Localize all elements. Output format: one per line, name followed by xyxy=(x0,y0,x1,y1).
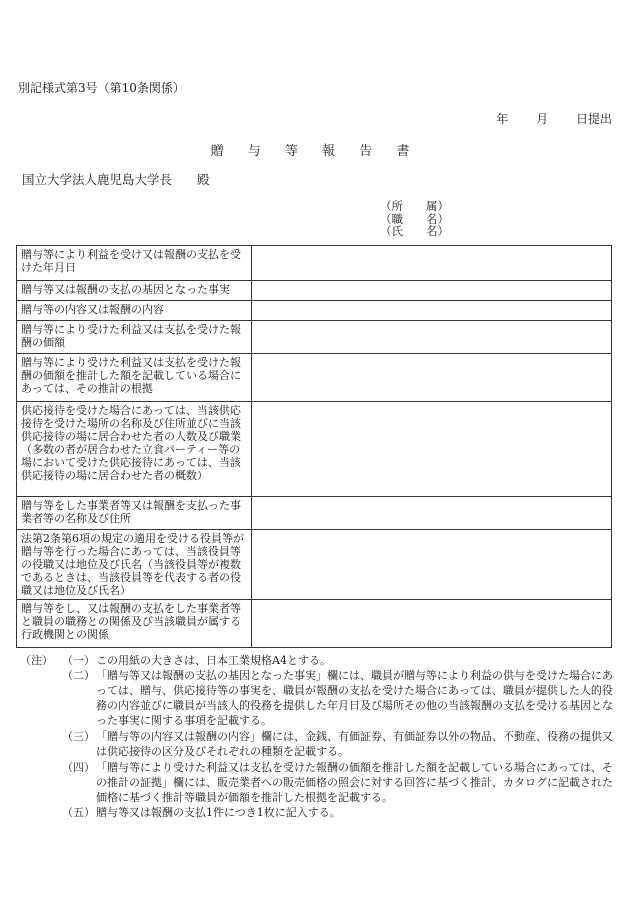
row-label-officer: 法第2条第6項の規定の適用を受ける役員等が贈与等を行った場合にあっては、当該役員等の役職又は地位及び氏名（当該役員等が複数であるときは、当該役員等を代表する者の役職又は地位及び氏名） xyxy=(17,530,252,600)
row-value-relationship[interactable] xyxy=(252,600,612,648)
row-value-officer[interactable] xyxy=(252,530,612,600)
date-year-label: 年 xyxy=(496,112,509,126)
note-item xyxy=(62,805,622,820)
row-label-relationship: 贈与等をし、又は報酬の支払をした事業者等と職員の職務との関係及び当該職員が属する行政機関との関係 xyxy=(17,600,252,648)
note-item xyxy=(62,729,622,759)
note-item xyxy=(62,668,622,728)
date-day-label: 日提出 xyxy=(575,112,612,126)
note-text: 「贈与等の内容又は報酬の内容」欄には、金銭、有価証券、有価証券以外の物品、不動産、役務の提供又は供応接待の区分及びそれぞれの種類を記載する。 xyxy=(96,730,613,758)
row-value-entertainment[interactable] xyxy=(252,402,612,497)
table-row xyxy=(17,246,612,281)
notes-heading: （注） xyxy=(20,654,53,667)
row-label-entertainment: 供応接待を受けた場合にあっては、当該供応接待を受けた場所の名称及び住所並びに当該供応接待の場に居合わせた者の人数及び職業（多数の者が居合わせた立食パーティー等の場において受けた供応接待にあっては、当該供応接待の場に居合わせた者の概数） xyxy=(17,402,252,497)
row-value-value[interactable] xyxy=(252,321,612,354)
row-value-content[interactable] xyxy=(252,301,612,321)
row-label-estimation-basis: 贈与等により受けた利益又は支払を受けた報酬の価額を推計した額を記載している場合にあっては、その推計の根拠 xyxy=(17,354,252,402)
report-table xyxy=(16,245,612,648)
table-row xyxy=(17,281,612,301)
row-label-business-name: 贈与等をした事業者等又は報酬を支払った事業者等の名称及び住所 xyxy=(17,497,252,530)
note-number: （三） xyxy=(62,730,95,743)
row-label-content: 贈与等の内容又は報酬の内容 xyxy=(17,301,252,321)
name-label: （氏 名） xyxy=(380,224,449,238)
row-value-estimation-basis[interactable] xyxy=(252,354,612,402)
table-row xyxy=(17,321,612,354)
affiliation-label: （所 属） xyxy=(380,199,449,213)
table-row xyxy=(17,600,612,648)
row-label-value: 贈与等により受けた利益又は支払を受けた報酬の価額 xyxy=(17,321,252,354)
document-title: 贈 与 等 報 告 書 xyxy=(210,144,420,159)
table-row xyxy=(17,301,612,321)
note-number: （四） xyxy=(62,761,95,774)
note-text: この用紙の大きさは、日本工業規格A4とする。 xyxy=(96,654,331,667)
form-number: 別記様式第3号（第10条関係） xyxy=(18,81,185,95)
position-label: （職 名） xyxy=(380,211,449,226)
row-value-basis-fact[interactable] xyxy=(252,281,612,301)
row-label-receipt-date: 贈与等により利益を受け又は報酬の支払を受けた年月日 xyxy=(17,246,252,281)
date-month-label: 月 xyxy=(536,112,549,126)
table-row xyxy=(17,354,612,402)
note-item xyxy=(62,653,622,668)
note-item xyxy=(62,760,622,805)
note-number: （一） xyxy=(62,654,95,667)
note-number: （二） xyxy=(62,669,95,682)
addressee: 国立大学法人鹿児島大学長 殿 xyxy=(22,172,210,187)
row-label-basis-fact: 贈与等又は報酬の支払の基因となった事実 xyxy=(17,281,252,301)
note-number: （五） xyxy=(62,806,95,819)
note-text: 「贈与等により受けた利益又は支払を受けた報酬の価額を推計した額を記載している場合にあっては、その推計の証拠」欄には、販売業者への販売価格の照会に対する回答に基づく推計、カタログに記載された価格に基づく推計等職員が価額を推計した根拠を記載する。 xyxy=(96,761,613,804)
row-value-receipt-date[interactable] xyxy=(252,246,612,281)
table-row xyxy=(17,530,612,600)
row-value-business-name[interactable] xyxy=(252,497,612,530)
table-row xyxy=(17,402,612,497)
note-text: 「贈与等又は報酬の支払の基因となった事実」欄には、職員が贈与等により利益の供与を受けた場合にあっては、贈与、供応接待等の事実を、職員が報酬の支払を受けた場合にあっては、職員が提供した人的役務の内容並びに職員が当該人的役務を提供した年月日及び場所その他の当該報酬の支払を受ける基因となった事実に関する事項を記載する。 xyxy=(96,669,613,727)
reporter-block xyxy=(380,200,449,238)
table-row xyxy=(17,497,612,530)
submission-date xyxy=(474,110,612,127)
note-text: 贈与等又は報酬の支払1件につき1枚に記入する。 xyxy=(96,806,341,819)
